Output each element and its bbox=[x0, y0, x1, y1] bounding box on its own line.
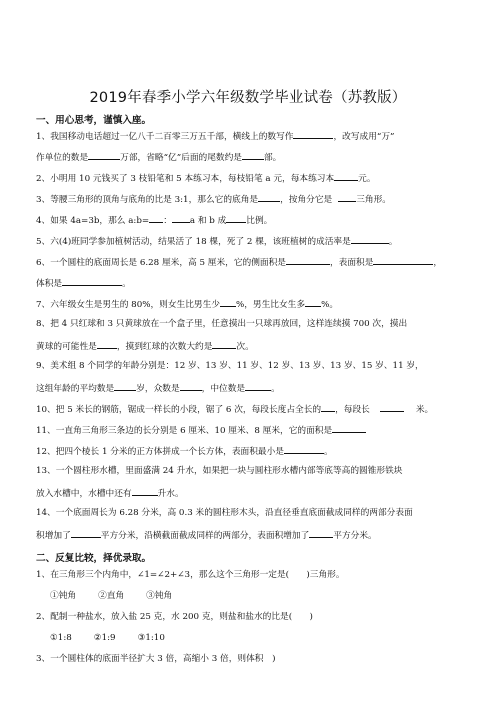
question-6-line-1: 6、一个圆柱的底面周长是 6.28 厘米，高 5 厘米，它的侧面积是 ，表面积是 ， bbox=[36, 255, 468, 269]
question-2: 2、小明用 10 元钱买了 3 枝铅笔和 5 本练习本，每枝铅笔 a 元，每本练习本 元。 bbox=[36, 171, 468, 185]
option[interactable]: ②1:9 bbox=[93, 633, 116, 643]
answer-blank[interactable] bbox=[71, 528, 101, 538]
choice-question-1-options bbox=[50, 590, 482, 602]
answer-blank[interactable] bbox=[286, 255, 330, 265]
answer-blank[interactable] bbox=[114, 381, 136, 391]
option[interactable]: ③钝角 bbox=[146, 591, 173, 601]
question-11: 11、一直角三角形三条边的长分别是 6 厘米、10 厘米、8 厘米，它的面积是 bbox=[36, 423, 468, 437]
answer-blank[interactable] bbox=[88, 150, 120, 160]
question-9-line-1: 9、美术组 8 个同学的年龄分别是：12 岁、13 岁、11 岁、12 岁、13 岁、13 岁、15 岁、11 岁， bbox=[36, 361, 424, 371]
choice-question-3: 3、一个圆柱体的底面半径扩大 3 倍，高缩小 3 倍，则体积 ) bbox=[36, 654, 276, 664]
answer-blank[interactable] bbox=[373, 255, 433, 265]
option[interactable]: ③1:10 bbox=[137, 633, 165, 643]
answer-blank[interactable] bbox=[242, 150, 264, 160]
page-title: 2019年春季小学六年级数学毕业试卷（苏教版） bbox=[89, 90, 407, 106]
option[interactable]: ①钝角 bbox=[50, 591, 77, 601]
answer-blank[interactable] bbox=[149, 213, 163, 223]
answer-blank[interactable] bbox=[220, 297, 236, 307]
choice-question-1: 1、在三角形三个内角中，∠1=∠2+∠3，那么这个三角形一定是( )三角形。 bbox=[36, 570, 345, 580]
answer-blank[interactable] bbox=[309, 528, 333, 538]
question-9-line-2: 这组年龄的平均数是 岁，众数是 ，中位数是 。 bbox=[36, 381, 468, 395]
answer-blank[interactable] bbox=[293, 129, 333, 139]
answer-blank[interactable] bbox=[284, 444, 324, 454]
answer-blank[interactable] bbox=[338, 192, 356, 202]
question-1-line-1: 1、我国移动电话超过一亿八千二百零三万五千部，横线上的数写作 ，改写成用“万” bbox=[36, 129, 468, 143]
question-3: 3、等腰三角形的顶角与底角的比是 3:1，那么它的底角是 ，按角分它是 三角形。 bbox=[36, 192, 468, 206]
choice-question-2-options bbox=[50, 632, 482, 644]
answer-blank[interactable] bbox=[180, 381, 202, 391]
question-14-line-2: 积增加了 平方分米，沿横截面截成同样的两部分，表面积增加了 平方分米。 bbox=[36, 528, 468, 542]
question-1-line-2: 作单位的数是 万部，省略“亿”后面的尾数约是 部。 bbox=[36, 150, 468, 164]
question-8-line-2: 黄球的可能性是 ，摸到红球的次数大约是 次。 bbox=[36, 339, 468, 353]
question-7: 7、六年级女生是男生的 80%，则女生比男生少 %，男生比女生多 %。 bbox=[36, 297, 468, 311]
answer-blank[interactable] bbox=[305, 297, 321, 307]
question-13-line-2: 放入水槽中，水槽中还有 升水。 bbox=[36, 486, 468, 500]
question-10: 10、把 5 米长的钢筋，锯成一样长的小段，锯了 6 次，每段长度占全长的 ，每段长 米。 bbox=[36, 402, 468, 416]
answer-blank[interactable] bbox=[334, 171, 358, 181]
question-13-line-1: 13、一个圆柱形水槽，里面盛满 24 升水，如果把一块与圆柱形水槽内部等底等高的圆锥形铁块 bbox=[36, 466, 403, 476]
question-12: 12、把四个棱长 1 分米的正方体拼成一个长方体，表面积最小是 。 bbox=[36, 444, 468, 458]
option[interactable]: ①1:8 bbox=[50, 633, 72, 643]
answer-blank[interactable] bbox=[380, 402, 404, 412]
question-4: 4、如果 4a=3b，那么 a:b= ： a 和 b 成 比例。 bbox=[36, 213, 468, 227]
option[interactable]: ②直角 bbox=[98, 591, 125, 601]
section-heading-1: 一、用心思考，谨慎入座。 bbox=[36, 115, 152, 126]
question-5: 5、六(4)班同学参加植树活动，结果活了 18 棵，死了 2 棵，该班植树的成活率是 。 bbox=[36, 234, 468, 248]
answer-blank[interactable] bbox=[332, 423, 366, 433]
question-14-line-1: 14、一个底面周长为 6.28 分米，高 0.3 米的圆柱形木头，沿直径垂直底面截成同样的两部分表面 bbox=[36, 508, 413, 518]
answer-blank[interactable] bbox=[351, 234, 389, 244]
answer-blank[interactable] bbox=[245, 381, 271, 391]
answer-blank[interactable] bbox=[226, 213, 246, 223]
section-heading-2: 二、反复比较，择优录取。 bbox=[36, 553, 152, 564]
answer-blank[interactable] bbox=[172, 213, 190, 223]
choice-question-2: 2、配制一种盐水，放入盐 25 克，水 200 克，则盐和盐水的比是( ) bbox=[36, 612, 313, 622]
question-6-line-2: 体积是 。 bbox=[36, 276, 468, 290]
answer-blank[interactable] bbox=[62, 276, 122, 286]
answer-blank[interactable] bbox=[258, 192, 280, 202]
answer-blank[interactable] bbox=[132, 486, 158, 496]
answer-blank[interactable] bbox=[97, 339, 117, 349]
answer-blank[interactable] bbox=[321, 402, 335, 412]
answer-blank[interactable] bbox=[212, 339, 236, 349]
question-8-line-1: 8、把 4 只红球和 3 只黄球放在一个盒子里，任意摸出一只球再放回，这样连续摸 700 次，摸出 bbox=[36, 319, 408, 329]
